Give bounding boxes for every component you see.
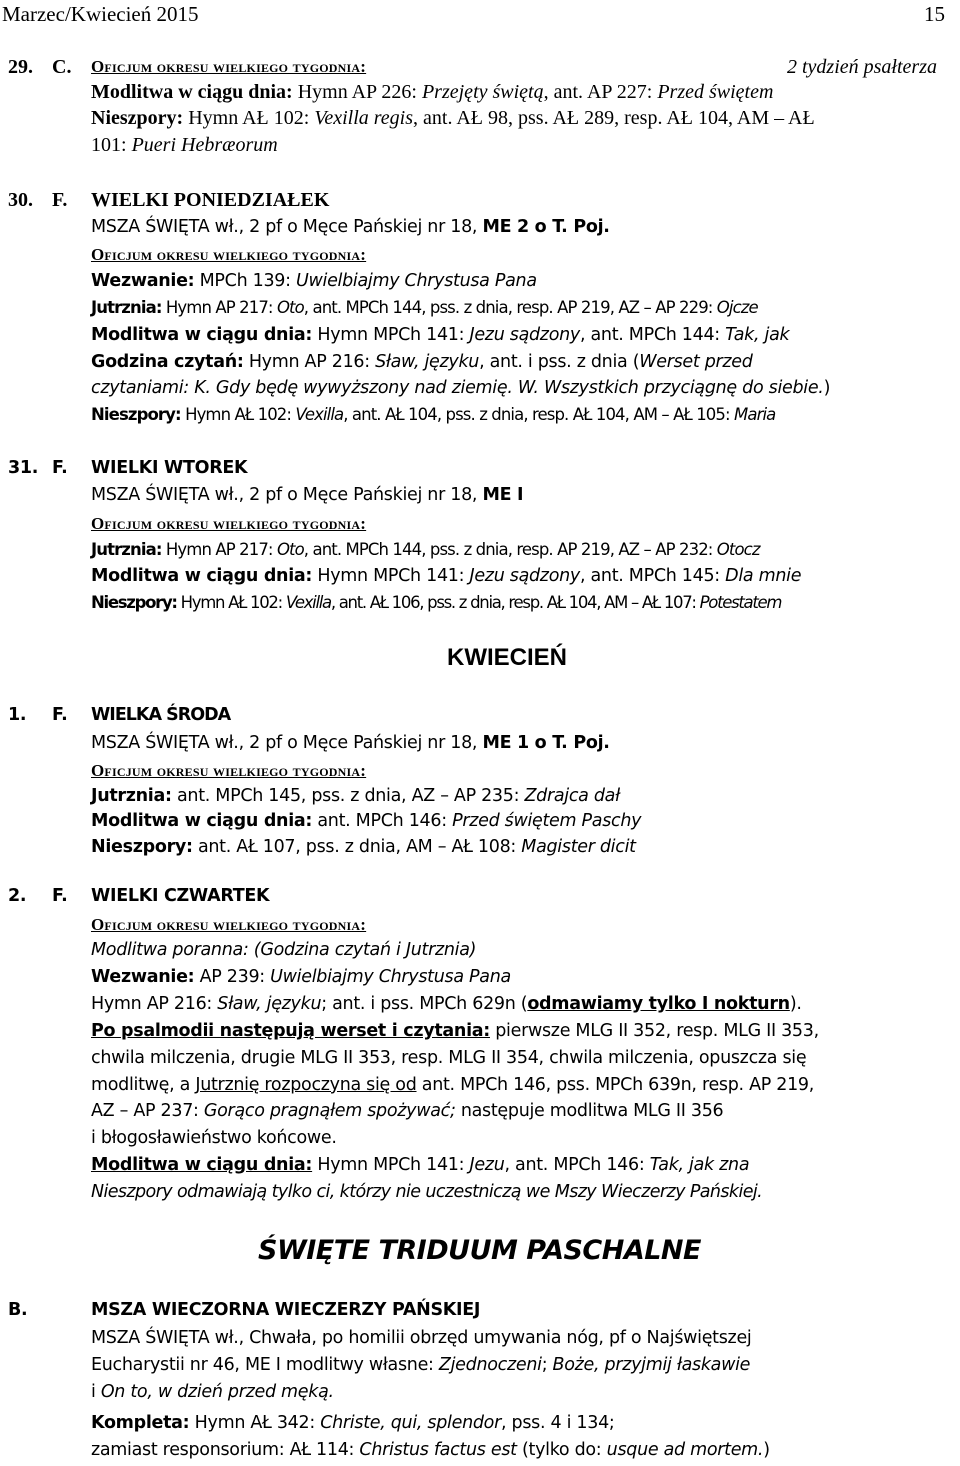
text: Werset przed (639, 352, 753, 372)
day-number: 30. (8, 189, 33, 211)
text: Przejęty świętą (421, 81, 544, 103)
day-30-readings (91, 350, 753, 374)
day-title: WIELKA ŚRODA (91, 705, 231, 725)
text: Hymn AŁ 102: (183, 107, 315, 129)
day-31-mass (91, 483, 523, 507)
text: Hymn AŁ 342: (189, 1413, 321, 1433)
text: , ant. AŁ 106, pss. z dnia, resp. AŁ 104, AM – AŁ 107: (330, 593, 700, 612)
text: modlitwę, a (91, 1075, 196, 1095)
text: Hymn MPCh 141: (312, 1155, 470, 1175)
day-30-mass (91, 215, 610, 239)
text: Oto (276, 298, 304, 317)
day-29-vespers-cont (91, 133, 278, 157)
text: usque ad mortem. (606, 1440, 764, 1460)
text: , ant. AŁ 104, pss. z dnia, resp. AŁ 104, AM – AŁ 105: (343, 405, 735, 424)
text: Hymn AP 216: (243, 352, 376, 372)
text: Otocz (716, 540, 760, 559)
text: Jutrznię rozpoczyna się od (195, 1075, 417, 1095)
day-2-office (91, 912, 366, 937)
day-1-midday (91, 809, 641, 833)
text: Hymn MPCh 141: (312, 566, 470, 586)
section-label: Nieszpory: (91, 593, 177, 612)
triduum-heading: ŚWIĘTE TRIDUUM PASCHALNE (258, 1235, 701, 1266)
day-2-midday (91, 1153, 749, 1177)
text: ; ant. i pss. MPCh 629n ( (321, 994, 528, 1014)
text: Vexilla (285, 593, 331, 612)
text: Potestatem (699, 593, 782, 612)
text: Sław, języku (375, 352, 480, 372)
page-header (0, 2, 945, 32)
text: Hymn MPCh 141: (312, 325, 470, 345)
text: ME 2 o T. Poj. (482, 217, 610, 237)
text: Sław, języku (217, 994, 322, 1014)
text: ant. MPCh 145, pss. z dnia, AZ – AP 235: (171, 786, 525, 806)
text: Po psalmodii następują werset i czytania: (91, 1021, 490, 1041)
text: Modlitwa w ciągu dnia: (91, 1155, 313, 1175)
month-heading: KWIECIEŃ (447, 644, 567, 671)
text: Eucharystii nr 46, ME I modlitwy własne: (91, 1355, 439, 1375)
section-label: Modlitwa w ciągu dnia: (91, 81, 293, 103)
day-title: WIELKI WTOREK (91, 458, 248, 478)
section-letter: B. (8, 1300, 28, 1320)
text: Vexilla (295, 405, 344, 424)
section-label: Jutrznia: (91, 298, 162, 317)
office-heading: Oficjum okresu wielkiego tygodnia: (91, 761, 367, 780)
text: , ant. MPCh 144: (579, 325, 726, 345)
day-number: 2. (8, 886, 27, 906)
section-label: Jutrznia: (91, 786, 172, 806)
day-2-az (91, 1099, 723, 1123)
section-b-eucharist (91, 1353, 750, 1377)
text: odmawiamy tylko I nokturn (527, 994, 790, 1014)
text: , ant. MPCh 144, pss. z dnia, resp. AP 219, AZ – AP 232: (303, 540, 717, 559)
text: Tak, jak zna (649, 1155, 750, 1175)
text: zamiast responsorium: AŁ 114: (91, 1440, 360, 1460)
text: Vexilla regis (314, 107, 414, 129)
section-label: Wezwanie: (91, 271, 195, 291)
day-title: WIELKI CZWARTEK (91, 886, 270, 906)
text: Uwielbiajmy Chrystusa Pana (296, 271, 537, 291)
text: Zdrajca dał (524, 786, 620, 806)
section-label: Nieszpory: (91, 837, 193, 857)
day-2-prayer (91, 1073, 814, 1097)
text: Christus factus est (359, 1440, 517, 1460)
day-30-office (91, 242, 366, 267)
text: Magister dicit (521, 837, 636, 857)
day-30-invitatory (91, 269, 537, 293)
day-2-vespers-note: Nieszpory odmawiają tylko ci, którzy nie uczestniczą we Mszy Wieczerzy Pańskiej. (91, 1182, 763, 1202)
text: MSZA ŚWIĘTA wł., 2 pf o Męce Pańskiej nr 18, (91, 217, 483, 237)
text: MSZA ŚWIĘTA wł., 2 pf o Męce Pańskiej nr 18, (91, 485, 483, 505)
section-label: Modlitwa w ciągu dnia: (91, 566, 313, 586)
text: Pueri Hebræorum (131, 134, 278, 156)
day-31-vespers (91, 591, 781, 615)
text: Przed świętem Paschy (452, 811, 642, 831)
section-b-prayer (91, 1380, 334, 1404)
section-label: Godzina czytań: (91, 352, 244, 372)
section-label: Kompleta: (91, 1413, 190, 1433)
text: Hymn AŁ 102: (176, 593, 286, 612)
day-2-silence: chwila milczenia, drugie MLG II 353, resp. MLG II 354, chwila milczenia, opuszcza się (91, 1048, 807, 1068)
text: MPCh 139: (194, 271, 296, 291)
text: AP 239: (194, 967, 271, 987)
text: , ant. AP 227: (543, 81, 658, 103)
section-label: Jutrznia: (91, 540, 162, 559)
text: Zjednoczeni (438, 1355, 542, 1375)
text: On to, w dzień przed męką. (100, 1382, 334, 1402)
text: , ant. MPCh 144, pss. z dnia, resp. AP 219, AZ – AP 229: (303, 298, 717, 317)
day-2-blessing: i błogosławieństwo końcowe. (91, 1128, 337, 1148)
day-31-midday (91, 564, 801, 588)
text: ; (541, 1355, 553, 1375)
text: Uwielbiajmy Chrystusa Pana (270, 967, 511, 987)
day-1-office (91, 758, 366, 783)
text: Oto (276, 540, 304, 559)
text: ). (789, 994, 802, 1014)
day-2-morning: Modlitwa poranna: (Godzina czytań i Jutrznia) (91, 940, 477, 960)
text: Hymn AP 217: (161, 540, 277, 559)
text: Hymn AP 226: (292, 81, 422, 103)
day-1-mass (91, 731, 610, 755)
section-label: Wezwanie: (91, 967, 195, 987)
day-30-lauds (91, 296, 758, 320)
page-number: 15 (924, 2, 945, 26)
day-31-office (91, 511, 366, 536)
psalter-week: 2 tydzień psałterza (787, 56, 937, 78)
text: i (91, 1382, 101, 1402)
day-title: WIELKI PONIEDZIAŁEK (91, 189, 330, 211)
day-1-vespers (91, 835, 636, 859)
text: Jezu sądzony (469, 566, 580, 586)
day-30-vespers (91, 403, 775, 427)
day-2-psalmody (91, 1019, 819, 1043)
text: , ant. AŁ 98, pss. AŁ 289, resp. AŁ 104, AM – AŁ (413, 107, 815, 129)
text: ant. MPCh 146, pss. MPCh 639n, resp. AP 219, (416, 1075, 815, 1095)
text: Hymn AP 216: (91, 994, 218, 1014)
text: AZ – AP 237: (91, 1101, 204, 1121)
day-29-midday (91, 80, 773, 104)
day-number: 31. (8, 458, 39, 478)
text: Hymn AP 217: (161, 298, 277, 317)
text: , ant. MPCh 145: (579, 566, 726, 586)
text: , ant. i pss. z dnia ( (479, 352, 640, 372)
text: następuje modlitwa MLG II 356 (455, 1101, 724, 1121)
text: ) (823, 378, 831, 398)
text: Maria (734, 405, 776, 424)
text: , ant. MPCh 146: (504, 1155, 650, 1175)
text: Dla mnie (725, 566, 802, 586)
text: Jezu (469, 1155, 505, 1175)
day-1-lauds (91, 784, 620, 808)
text: , pss. 4 i 134; (501, 1413, 615, 1433)
day-letter: F. (52, 458, 68, 478)
office-heading: Oficjum okresu wielkiego tygodnia: (91, 245, 367, 264)
day-2-invitatory (91, 965, 511, 989)
text: Boże, przyjmij łaskawie (552, 1355, 751, 1375)
day-letter: F. (52, 189, 68, 211)
text: ) (763, 1440, 770, 1460)
section-b-mass: MSZA ŚWIĘTA wł., Chwała, po homilii obrzęd umywania nóg, pf o Najświętszej (91, 1328, 752, 1348)
section-b-responsory (91, 1438, 770, 1462)
day-29-vespers (91, 106, 815, 130)
day-letter: F. (52, 705, 68, 725)
day-2-hymn (91, 992, 802, 1016)
office-heading: Oficjum okresu wielkiego tygodnia: (91, 57, 367, 76)
day-31-lauds (91, 538, 760, 562)
text: ant. AŁ 107, pss. z dnia, AM – AŁ 108: (192, 837, 522, 857)
section-label: Modlitwa w ciągu dnia: (91, 325, 313, 345)
text: 101: (91, 134, 132, 156)
day-30-midday (91, 323, 789, 347)
text: Przed świętem (657, 81, 774, 103)
text: (tylko do: (516, 1440, 607, 1460)
text: Ojcze (716, 298, 758, 317)
text: MSZA ŚWIĘTA wł., 2 pf o Męce Pańskiej nr 18, (91, 733, 483, 753)
day-letter: F. (52, 886, 68, 906)
text: ME I (482, 485, 524, 505)
day-number: 1. (8, 705, 27, 725)
text: Hymn AŁ 102: (180, 405, 296, 424)
text: Jezu sądzony (469, 325, 580, 345)
section-b-compline (91, 1411, 615, 1435)
day-letter: C. (52, 56, 72, 78)
section-label: Nieszpory: (91, 405, 181, 424)
office-heading: Oficjum okresu wielkiego tygodnia: (91, 514, 367, 533)
header-month: Marzec/Kwiecień 2015 (2, 2, 199, 26)
text: ant. MPCh 146: (312, 811, 453, 831)
text: pierwsze MLG II 352, resp. MLG II 353, (489, 1021, 819, 1041)
text: Tak, jak (725, 325, 790, 345)
section-title: MSZA WIECZORNA WIECZERZY PAŃSKIEJ (91, 1300, 481, 1320)
text: Gorąco pragnąłem spożywać; (203, 1101, 456, 1121)
text: Christe, qui, splendor (320, 1413, 501, 1433)
office-heading: Oficjum okresu wielkiego tygodnia: (91, 915, 367, 934)
section-label: Modlitwa w ciągu dnia: (91, 811, 313, 831)
section-label: Nieszpory: (91, 107, 184, 129)
day-30-readings-cont (91, 376, 830, 400)
day-number: 29. (8, 56, 33, 78)
text: czytaniami: K. Gdy będę wywyższony nad ziemię. W. Wszystkich przyciągnę do siebie. (91, 378, 824, 398)
text: ME 1 o T. Poj. (482, 733, 610, 753)
